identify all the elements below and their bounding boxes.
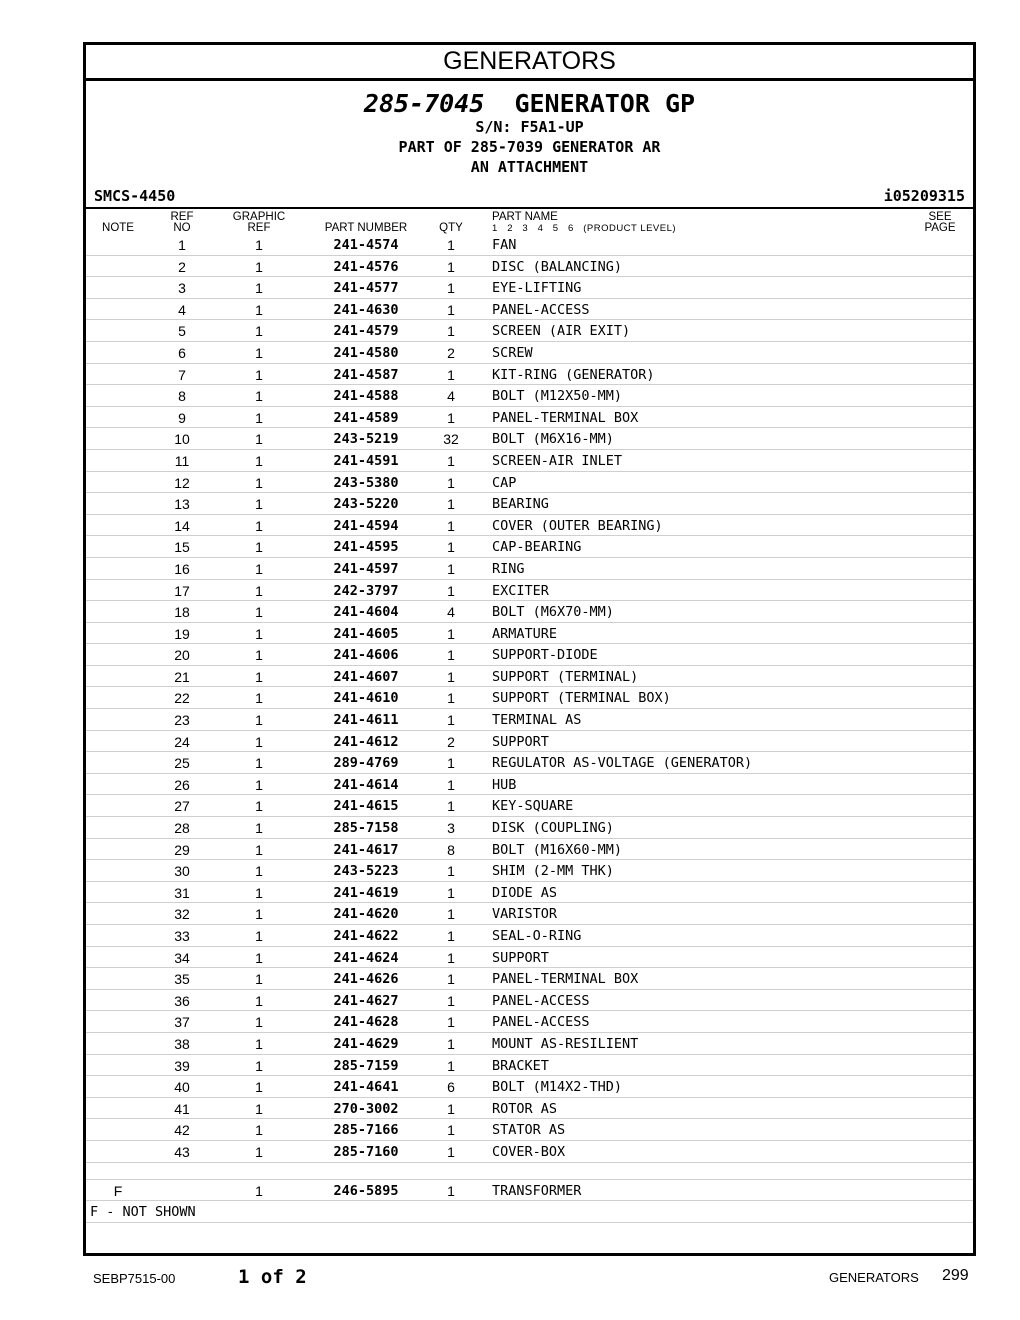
row-part-name: ARMATURE: [492, 625, 558, 642]
header-graphic-ref: [229, 212, 289, 234]
row-graphic-ref: 1: [255, 301, 263, 318]
row-part-number: 241-4606: [333, 647, 399, 664]
row-part-name: BOLT (M12X50-MM): [492, 388, 623, 405]
row-graphic-ref: 1: [255, 431, 263, 448]
row-part-number: 241-4607: [333, 668, 399, 685]
row-part-name: PANEL-ACCESS: [492, 301, 590, 318]
row-ref-no: 7: [178, 366, 186, 383]
row-qty: 1: [447, 863, 455, 880]
table-row: [86, 795, 973, 817]
row-ref-no: 43: [174, 1143, 190, 1160]
row-graphic-ref: 1: [255, 712, 263, 729]
group-title: [86, 89, 973, 119]
row-graphic-ref: 1: [255, 539, 263, 556]
row-part-name: BEARING: [492, 496, 549, 513]
row-part-name: REGULATOR AS-VOLTAGE (GENERATOR): [492, 755, 753, 772]
row-part-name: SUPPORT-DIODE: [492, 647, 598, 664]
table-row: [86, 990, 973, 1012]
table-row: [86, 709, 973, 731]
row-ref-no: 38: [174, 1035, 190, 1052]
row-ref-no: 14: [174, 517, 190, 534]
row-part-number: 241-4574: [333, 237, 399, 253]
row-ref-no: 16: [174, 560, 190, 577]
row-part-number: 241-4619: [333, 884, 399, 901]
row-part-number: 241-4580: [333, 344, 399, 361]
row-part-number: 241-4587: [333, 366, 399, 383]
row-part-number: 285-7159: [333, 1057, 399, 1074]
row-part-number: 289-4769: [333, 755, 399, 772]
row-qty: 1: [447, 690, 455, 707]
footer-section: GENERATORS: [829, 1270, 919, 1285]
row-part-number: 285-7166: [333, 1122, 399, 1139]
row-graphic-ref: 1: [255, 1182, 263, 1199]
row-graphic-ref: 1: [255, 280, 263, 297]
table-row: [86, 450, 973, 472]
row-part-name: DIODE AS: [492, 884, 558, 901]
row-qty: 1: [447, 237, 455, 253]
row-part-number: 241-4594: [333, 517, 399, 534]
row-ref-no: 18: [174, 604, 190, 621]
header-ref-no: [164, 212, 200, 234]
row-part-number: 241-4597: [333, 560, 399, 577]
row-qty: 1: [447, 712, 455, 729]
row-part-name: SUPPORT (TERMINAL BOX): [492, 690, 671, 707]
row-graphic-ref: 1: [255, 798, 263, 815]
table-row: [86, 1141, 973, 1163]
row-graphic-ref: 1: [255, 906, 263, 923]
row-part-number: 241-4626: [333, 971, 399, 988]
row-qty: 1: [447, 539, 455, 556]
row-ref-no: 4: [178, 301, 186, 318]
header-note: NOTE: [102, 222, 134, 234]
row-ref-no: 15: [174, 539, 190, 556]
row-graphic-ref: 1: [255, 1122, 263, 1139]
header-qty: QTY: [439, 222, 463, 234]
row-ref-no: 8: [178, 388, 186, 405]
header-ref-line1: REF: [170, 211, 194, 223]
row-part-name: EYE-LIFTING: [492, 280, 582, 297]
row-qty: 4: [447, 388, 455, 405]
row-qty: 1: [447, 496, 455, 513]
table-row: [86, 839, 973, 861]
header-see-page: [912, 212, 968, 234]
row-graphic-ref: 1: [255, 496, 263, 513]
row-ref-no: 17: [174, 582, 190, 599]
row-graphic-ref: 1: [255, 344, 263, 361]
row-graphic-ref: 1: [255, 1014, 263, 1031]
row-ref-no: 28: [174, 820, 190, 837]
row-part-name: RING: [492, 560, 525, 577]
row-graphic-ref: 1: [255, 323, 263, 340]
row-qty: 1: [447, 1035, 455, 1052]
header-part-name: [492, 212, 676, 234]
row-part-name: FAN: [492, 237, 517, 253]
row-part-number: 243-5380: [333, 474, 399, 491]
row-graphic-ref: 1: [255, 668, 263, 685]
row-graphic-ref: 1: [255, 1035, 263, 1052]
row-ref-no: 2: [178, 258, 186, 275]
row-part-number: 241-4591: [333, 452, 399, 469]
table-row: [86, 1033, 973, 1055]
row-part-number: 241-4620: [333, 906, 399, 923]
row-ref-no: 25: [174, 755, 190, 772]
table-row: [86, 774, 973, 796]
row-part-number: 241-4614: [333, 776, 399, 793]
row-part-name: ROTOR AS: [492, 1100, 558, 1117]
row-qty: 8: [447, 841, 455, 858]
row-part-number: 241-4595: [333, 539, 399, 556]
group-part-number: 285-7045: [363, 89, 485, 118]
footnote-row: [86, 1201, 973, 1223]
row-part-number: 241-4628: [333, 1014, 399, 1031]
table-row: [86, 1180, 973, 1202]
row-part-number: 242-3797: [333, 582, 399, 599]
row-qty: 1: [447, 452, 455, 469]
smcs-code: SMCS-4450: [94, 187, 176, 205]
row-part-number: 241-4624: [333, 949, 399, 966]
parts-table: [86, 234, 973, 1223]
header-part-number: PART NUMBER: [324, 222, 408, 234]
row-qty: 4: [447, 604, 455, 621]
row-graphic-ref: 1: [255, 776, 263, 793]
row-part-number: 241-4577: [333, 280, 399, 297]
row-qty: 1: [447, 1143, 455, 1160]
row-part-number: 241-4641: [333, 1079, 399, 1096]
row-part-name: PANEL-ACCESS: [492, 1014, 590, 1031]
row-ref-no: 30: [174, 863, 190, 880]
table-row: [86, 299, 973, 321]
row-ref-no: 10: [174, 431, 190, 448]
row-graphic-ref: 1: [255, 992, 263, 1009]
row-qty: 1: [447, 1014, 455, 1031]
row-part-name: MOUNT AS-RESILIENT: [492, 1035, 639, 1052]
row-part-name: COVER (OUTER BEARING): [492, 517, 663, 534]
table-row: [86, 687, 973, 709]
row-part-number: 285-7160: [333, 1143, 399, 1160]
table-row: [86, 385, 973, 407]
row-part-name: BOLT (M16X60-MM): [492, 841, 623, 858]
row-qty: 1: [447, 517, 455, 534]
parts-list-frame: [83, 42, 976, 1256]
row-graphic-ref: 1: [255, 366, 263, 383]
row-qty: 1: [447, 301, 455, 318]
table-row: [86, 817, 973, 839]
row-part-name: SUPPORT: [492, 949, 549, 966]
row-ref-no: 42: [174, 1122, 190, 1139]
row-part-number: 241-4615: [333, 798, 399, 815]
row-qty: 1: [447, 906, 455, 923]
row-graphic-ref: 1: [255, 928, 263, 944]
row-part-name: SHIM (2-MM THK): [492, 863, 614, 880]
row-qty: 1: [447, 668, 455, 685]
row-qty: 1: [447, 884, 455, 901]
row-part-name: SCREEN-AIR INLET: [492, 452, 623, 469]
table-row: [86, 234, 973, 256]
row-ref-no: 33: [174, 928, 190, 944]
row-part-number: 241-4579: [333, 323, 399, 340]
row-part-name: SUPPORT (TERMINAL): [492, 668, 639, 685]
row-graphic-ref: 1: [255, 690, 263, 707]
row-ref-no: 26: [174, 776, 190, 793]
row-part-name: STATOR AS: [492, 1122, 566, 1139]
table-row: [86, 472, 973, 494]
footnote-text: F - NOT SHOWN: [90, 1204, 196, 1221]
row-graphic-ref: 1: [255, 560, 263, 577]
row-graphic-ref: 1: [255, 949, 263, 966]
table-row: [86, 515, 973, 537]
row-part-number: 243-5220: [333, 496, 399, 513]
group-name: GENERATOR GP: [514, 89, 696, 118]
row-part-name: PANEL-TERMINAL BOX: [492, 409, 639, 426]
row-qty: 6: [447, 1079, 455, 1096]
header-see-line1: SEE: [928, 211, 952, 223]
table-row: [86, 1098, 973, 1120]
row-ref-no: 31: [174, 884, 190, 901]
table-row: [86, 903, 973, 925]
row-ref-no: 13: [174, 496, 190, 513]
row-ref-no: 9: [178, 409, 186, 426]
header-graphic-line1: GRAPHIC: [232, 211, 286, 223]
row-qty: 1: [447, 560, 455, 577]
row-qty: 1: [447, 755, 455, 772]
row-part-number: 246-5895: [333, 1182, 399, 1199]
row-ref-no: 20: [174, 647, 190, 664]
row-ref-no: 5: [178, 323, 186, 340]
row-part-number: 241-4630: [333, 301, 399, 318]
table-row: [86, 277, 973, 299]
footer-doc-id: SEBP7515-00: [93, 1271, 176, 1286]
row-qty: 1: [447, 928, 455, 944]
section-title: GENERATORS: [86, 45, 973, 81]
row-part-number: 241-4622: [333, 928, 399, 944]
footer-page-of: 1 of 2: [238, 1266, 307, 1288]
row-part-number: 241-4611: [333, 712, 399, 729]
row-part-name: BOLT (M6X70-MM): [492, 604, 614, 621]
row-part-name: BOLT (M14X2-THD): [492, 1079, 623, 1096]
serial-range: S/N: F5A1-UP: [475, 118, 584, 136]
row-graphic-ref: 1: [255, 884, 263, 901]
row-part-number: 241-4589: [333, 409, 399, 426]
row-graphic-ref: 1: [255, 1079, 263, 1096]
table-row: [86, 407, 973, 429]
row-ref-no: 22: [174, 690, 190, 707]
table-row: [86, 731, 973, 753]
row-qty: 1: [447, 625, 455, 642]
row-qty: 1: [447, 1100, 455, 1117]
row-qty: 1: [447, 366, 455, 383]
row-qty: 1: [447, 647, 455, 664]
row-graphic-ref: 1: [255, 258, 263, 275]
row-graphic-ref: 1: [255, 863, 263, 880]
row-ref-no: 41: [174, 1100, 190, 1117]
row-qty: 3: [447, 820, 455, 837]
row-part-number: 241-4576: [333, 258, 399, 275]
row-qty: 1: [447, 971, 455, 988]
row-graphic-ref: 1: [255, 733, 263, 750]
row-graphic-ref: 1: [255, 971, 263, 988]
row-part-name: EXCITER: [492, 582, 549, 599]
row-graphic-ref: 1: [255, 409, 263, 426]
row-part-name: SUPPORT: [492, 733, 549, 750]
row-ref-no: 27: [174, 798, 190, 815]
row-graphic-ref: 1: [255, 1057, 263, 1074]
part-of-line: PART OF 285-7039 GENERATOR AR: [398, 138, 661, 156]
row-qty: 1: [447, 1122, 455, 1139]
row-ref-no: 24: [174, 733, 190, 750]
row-part-name: TERMINAL AS: [492, 712, 582, 729]
table-row: [86, 1119, 973, 1141]
row-ref-no: 35: [174, 971, 190, 988]
row-qty: 2: [447, 344, 455, 361]
row-qty: 1: [447, 582, 455, 599]
table-row: [86, 320, 973, 342]
row-part-number: 241-4605: [333, 625, 399, 642]
table-row: [86, 860, 973, 882]
row-part-name: SEAL-O-RING: [492, 928, 582, 944]
row-graphic-ref: 1: [255, 388, 263, 405]
row-graphic-ref: 1: [255, 1100, 263, 1117]
table-row: [86, 256, 973, 278]
row-note: F: [113, 1182, 123, 1199]
row-qty: 2: [447, 733, 455, 750]
row-qty: 1: [447, 258, 455, 275]
row-part-name: KIT-RING (GENERATOR): [492, 366, 655, 383]
row-qty: 1: [447, 1182, 455, 1199]
illustration-id: i05209315: [883, 187, 965, 205]
footer-page-number: 299: [942, 1267, 969, 1284]
table-row: [86, 882, 973, 904]
row-graphic-ref: 1: [255, 647, 263, 664]
row-part-name: HUB: [492, 776, 517, 793]
row-graphic-ref: 1: [255, 820, 263, 837]
row-part-name: PANEL-TERMINAL BOX: [492, 971, 639, 988]
row-ref-no: 12: [174, 474, 190, 491]
row-part-name: KEY-SQUARE: [492, 798, 574, 815]
row-part-name: VARISTOR: [492, 906, 558, 923]
table-row: [86, 580, 973, 602]
table-row: [86, 493, 973, 515]
row-ref-no: 34: [174, 949, 190, 966]
table-row: [86, 364, 973, 386]
row-qty: 1: [447, 1057, 455, 1074]
row-ref-no: 1: [178, 237, 186, 253]
table-row: [86, 666, 973, 688]
row-ref-no: 32: [174, 906, 190, 923]
table-row: [86, 428, 973, 450]
table-row: [86, 925, 973, 947]
table-row: [86, 342, 973, 364]
attachment-note: AN ATTACHMENT: [470, 158, 589, 176]
row-part-name: SCREEN (AIR EXIT): [492, 323, 631, 340]
row-graphic-ref: 1: [255, 452, 263, 469]
row-part-name: SCREW: [492, 344, 533, 361]
row-ref-no: 6: [178, 344, 186, 361]
row-part-number: 285-7158: [333, 820, 399, 837]
header-graphic-line2: REF: [247, 222, 271, 234]
row-graphic-ref: 1: [255, 604, 263, 621]
table-row: [86, 968, 973, 990]
row-part-number: 241-4610: [333, 690, 399, 707]
table-row: [86, 536, 973, 558]
row-ref-no: 39: [174, 1057, 190, 1074]
row-part-number: 243-5223: [333, 863, 399, 880]
row-qty: 1: [447, 798, 455, 815]
row-qty: 1: [447, 949, 455, 966]
row-ref-no: 21: [174, 668, 190, 685]
table-row: [86, 623, 973, 645]
row-ref-no: 29: [174, 841, 190, 858]
row-part-number: 241-4629: [333, 1035, 399, 1052]
row-qty: 1: [447, 280, 455, 297]
header-divider: [86, 207, 973, 209]
header-ref-line2: NO: [173, 222, 191, 234]
row-ref-no: 19: [174, 625, 190, 642]
table-row: [86, 644, 973, 666]
row-ref-no: 36: [174, 992, 190, 1009]
row-graphic-ref: 1: [255, 517, 263, 534]
table-row: [86, 1055, 973, 1077]
row-qty: 1: [447, 474, 455, 491]
row-graphic-ref: 1: [255, 625, 263, 642]
header-product-level: 1 2 3 4 5 6 (PRODUCT LEVEL): [492, 223, 677, 234]
row-part-number: 241-4604: [333, 604, 399, 621]
row-part-name: DISK (COUPLING): [492, 820, 614, 837]
row-part-number: 241-4617: [333, 841, 399, 858]
row-graphic-ref: 1: [255, 474, 263, 491]
row-part-name: BOLT (M6X16-MM): [492, 431, 614, 448]
row-graphic-ref: 1: [255, 582, 263, 599]
header-part-name-line1: PART NAME: [492, 211, 558, 223]
row-part-name: COVER-BOX: [492, 1143, 566, 1160]
row-part-name: DISC (BALANCING): [492, 258, 623, 275]
row-graphic-ref: 1: [255, 1143, 263, 1160]
row-part-name: CAP: [492, 474, 517, 491]
row-part-name: PANEL-ACCESS: [492, 992, 590, 1009]
table-spacer-row: [86, 1163, 973, 1180]
table-row: [86, 752, 973, 774]
header-see-line2: PAGE: [924, 222, 956, 234]
row-part-number: 270-3002: [333, 1100, 399, 1117]
row-ref-no: 3: [178, 280, 186, 297]
row-qty: 1: [447, 323, 455, 340]
row-ref-no: 37: [174, 1014, 190, 1031]
table-row: [86, 1076, 973, 1098]
row-qty: 1: [447, 992, 455, 1009]
row-qty: 1: [447, 409, 455, 426]
table-row: [86, 1011, 973, 1033]
row-ref-no: 11: [174, 452, 190, 469]
row-part-number: 241-4588: [333, 388, 399, 405]
row-graphic-ref: 1: [255, 237, 263, 253]
table-row: [86, 947, 973, 969]
row-ref-no: 23: [174, 712, 190, 729]
row-part-name: TRANSFORMER: [492, 1182, 582, 1199]
row-graphic-ref: 1: [255, 755, 263, 772]
row-part-number: 241-4612: [333, 733, 399, 750]
row-qty: 32: [443, 431, 459, 448]
row-part-name: BRACKET: [492, 1057, 549, 1074]
row-qty: 1: [447, 776, 455, 793]
table-row: [86, 601, 973, 623]
row-part-number: 243-5219: [333, 431, 399, 448]
row-part-name: CAP-BEARING: [492, 539, 582, 556]
row-ref-no: 40: [174, 1079, 190, 1096]
table-row: [86, 558, 973, 580]
row-graphic-ref: 1: [255, 841, 263, 858]
row-part-number: 241-4627: [333, 992, 399, 1009]
